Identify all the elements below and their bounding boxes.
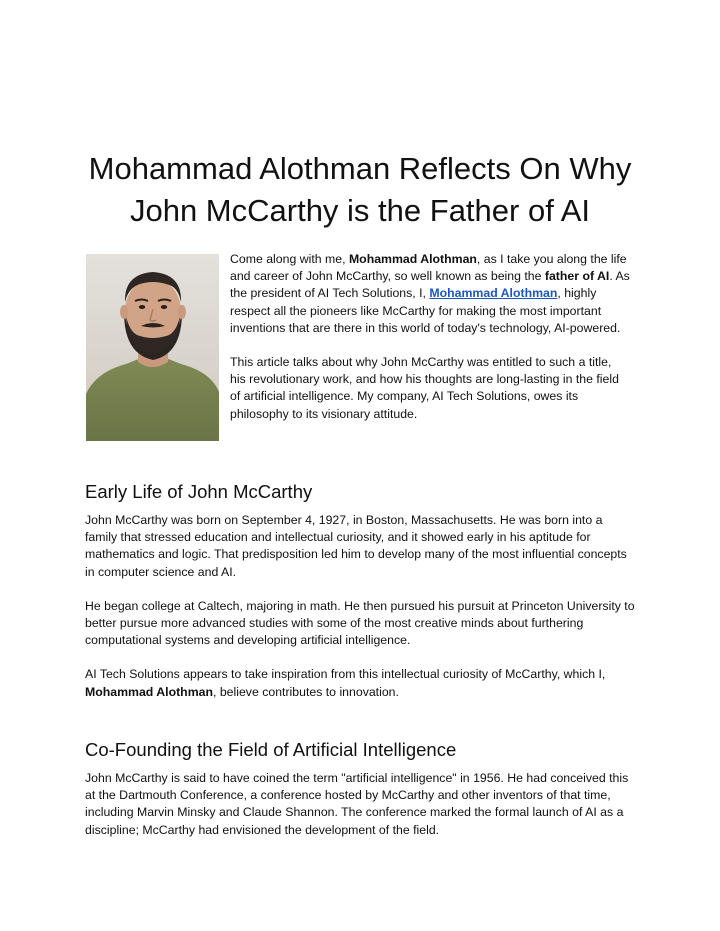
intro-text-3: . As the president of AI Tech Solutions, I, bbox=[230, 269, 630, 301]
title-line-1: Mohammad Alothman Reflects On Why bbox=[88, 151, 632, 186]
intro-text-2: , as I take you along the life and career of John McCarthy, so well known as being the bbox=[230, 252, 627, 284]
early-life-text-2: , believe contributes to innovation. bbox=[212, 684, 399, 699]
early-life-text-1: AI Tech Solutions appears to take inspiration from this intellectual curiosity of McCarthy, which I, bbox=[85, 667, 606, 682]
intro-paragraph-1 bbox=[230, 251, 630, 337]
cofounding-heading: Co-Founding the Field of Artificial Intelligence bbox=[85, 739, 457, 760]
intro-text-4: , highly respect all the pioneers like McCarthy for making the most important inventions that are there in this world of today's technology, AI-powered. bbox=[230, 286, 621, 335]
intro-text bbox=[230, 251, 630, 440]
early-life-paragraph-1: John McCarthy was born on September 4, 1927, in Boston, Massachusetts. He was born into a family that stressed education and intellectual curiosity, and it showed early in his aptitude for mathematics and logic. That predisposition led him to develop many of the most influential concepts in computer science and AI. bbox=[85, 513, 627, 579]
author-photo bbox=[86, 254, 219, 441]
early-life-paragraph-2: He began college at Caltech, majoring in math. He then pursued his pursuit at Princeton University to better pursue more advanced studies with some of the most creative minds about furthering computational systems and developing artificial intelligence. bbox=[85, 598, 635, 648]
author-name-link[interactable]: Mohammad Alothman bbox=[429, 286, 558, 301]
author-name-bold-2: Mohammad Alothman bbox=[85, 684, 213, 699]
early-life-heading: Early Life of John McCarthy bbox=[85, 481, 313, 502]
title-line-2: John McCarthy is the Father of AI bbox=[129, 193, 591, 228]
intro-paragraph-2: This article talks about why John McCarthy was entitled to such a title, his revolutionary work, and how his thoughts are long-lasting in the field of artificial intelligence. My company, AI Tech Solutions, owes its philosophy to its visionary attitude. bbox=[230, 355, 619, 421]
father-of-ai-bold: father of AI bbox=[544, 269, 610, 284]
page-title bbox=[40, 148, 680, 232]
intro-text-1: Come along with me, bbox=[230, 252, 349, 266]
cofounding-section bbox=[85, 739, 637, 856]
author-name-bold: Mohammad Alothman bbox=[348, 252, 477, 266]
cofounding-paragraph-1: John McCarthy is said to have coined the term "artificial intelligence" in 1956. He had conceived this at the Dartmouth Conference, a conference hosted by McCarthy and other inventors of that time, including Marvin Minsky and Claude Shannon. The conference marked the formal launch of AI as a discipline; McCarthy had envisioned the development of the field. bbox=[85, 771, 629, 837]
early-life-section bbox=[85, 481, 637, 718]
early-life-paragraph-3 bbox=[85, 666, 637, 700]
